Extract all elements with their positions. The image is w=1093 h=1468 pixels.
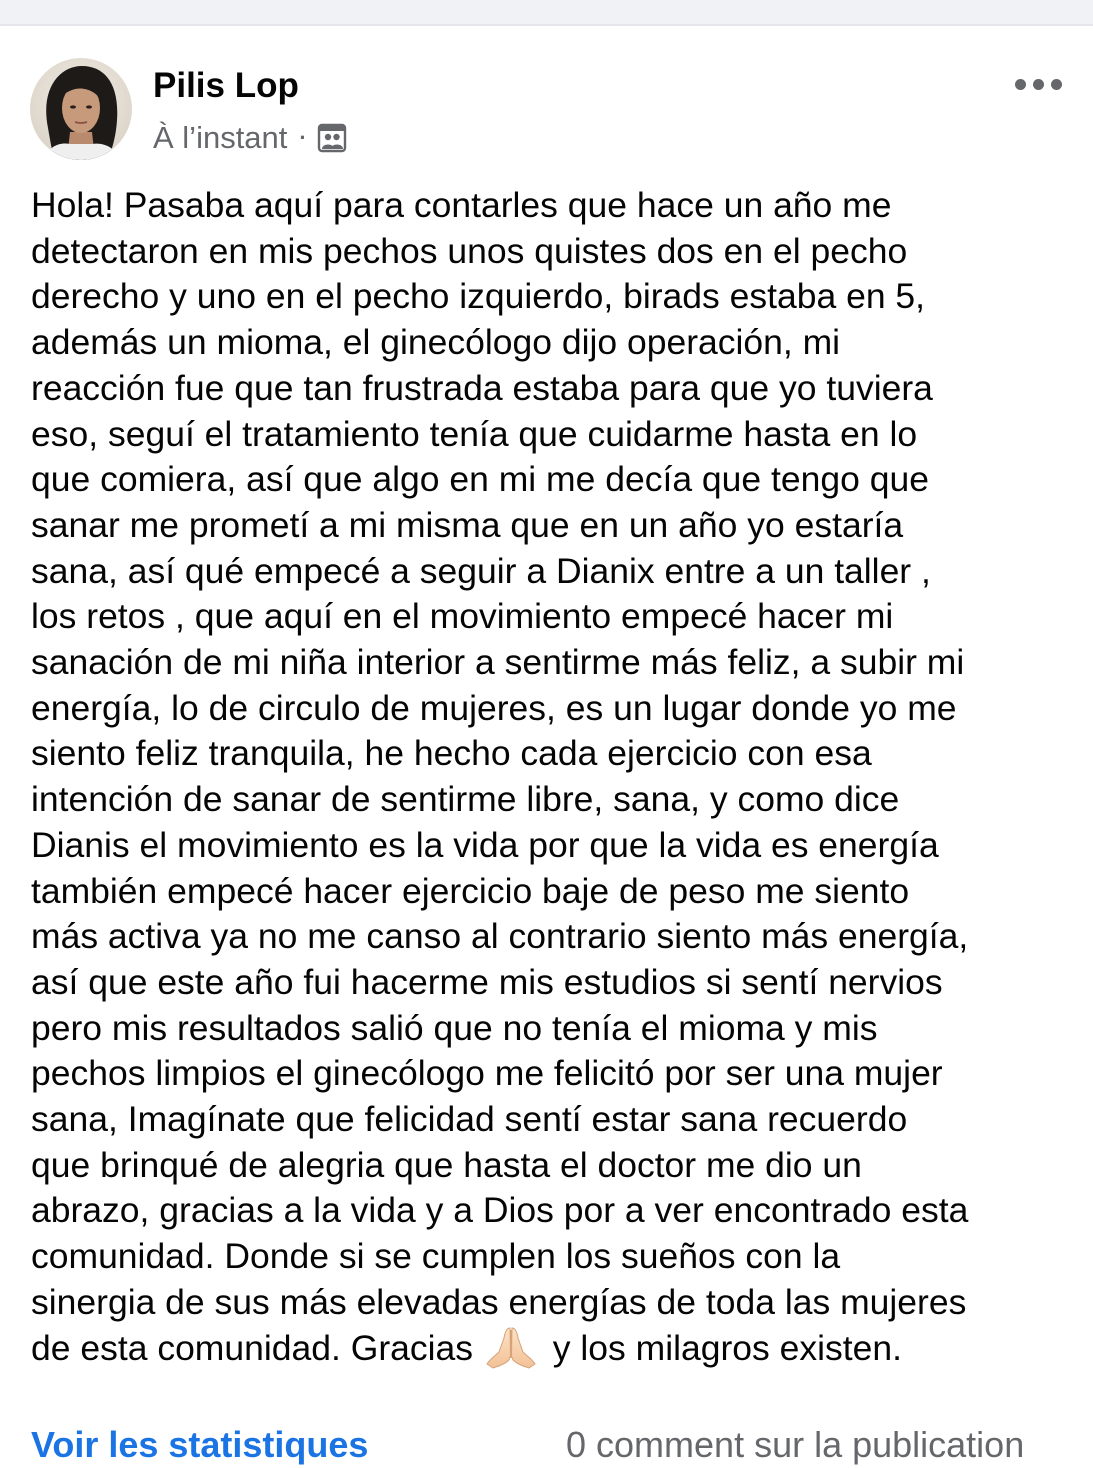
post-timestamp[interactable]: À l’instant <box>153 120 288 155</box>
post-text-line: que brinqué de alegria que hasta el doctor me dio un <box>31 1144 862 1185</box>
comments-info: 0 comment sur la publication <box>566 1424 1025 1465</box>
avatar-photo <box>30 58 132 160</box>
more-options-icon-dot <box>1033 79 1044 90</box>
author-name[interactable]: Pilis Lop <box>153 66 299 105</box>
post-text-line: pero mis resultados salió que no tenía el mioma y mis <box>31 1007 878 1048</box>
view-statistics-link[interactable]: Voir les statistiques <box>31 1424 369 1465</box>
meta-separator: · <box>299 125 307 150</box>
post-text-line: abrazo, gracias a la vida y a Dios por a ver encontrado esta <box>31 1190 969 1231</box>
post-text-line-last <box>31 1326 1071 1372</box>
post-text-line: energía, lo de circulo de mujeres, es un lugar donde yo me <box>31 687 957 728</box>
post-text-line: sanación de mi niña interior a sentirme más feliz, a subir mi <box>31 642 965 683</box>
more-options-button[interactable] <box>1010 68 1066 100</box>
post-meta <box>153 118 347 158</box>
post-text-line: que comiera, así que algo en mi me decía que tengo que <box>31 459 929 500</box>
post-text-line: así que este año fui hacerme mis estudios si sentí nervios <box>31 961 943 1002</box>
post-text-line: sanar me prometí a mi misma que en un año yo estaría <box>31 504 904 545</box>
more-options-icon-dot <box>1015 79 1026 90</box>
post-card <box>0 28 1093 1465</box>
post-text-line: los retos , que aquí en el movimiento empecé hacer mi <box>31 596 894 637</box>
post-text-line: intención de sanar de sentirme libre, sana, y como dice <box>31 779 900 820</box>
post-text-segment: y los milagros existen. <box>542 1327 902 1368</box>
post-text-line: siento feliz tranquila, he hecho cada ejercicio con esa <box>31 733 872 774</box>
post-text-line: Hola! Pasaba aquí para contarles que hace un año me <box>31 185 892 225</box>
post-text-line: detectaron en mis pechos unos quistes dos en el pecho <box>31 230 908 271</box>
post-text-segment: de esta comunidad. Gracias <box>31 1327 474 1368</box>
post-text <box>31 183 1071 1371</box>
post-text-line: eso, seguí el tratamiento tenía que cuidarme hasta en lo <box>31 413 918 454</box>
post-text-line: pechos limpios el ginecólogo me felicitó por ser una mujer <box>31 1053 943 1094</box>
feed-separator <box>0 0 1093 26</box>
more-options-icon-dot <box>1051 79 1062 90</box>
post-text-line: derecho y uno en el pecho izquierdo, birads estaba en 5, <box>31 276 926 317</box>
post-footer <box>0 1420 1093 1468</box>
avatar[interactable] <box>30 58 132 160</box>
group-audience-icon[interactable] <box>317 123 347 153</box>
post-text-line: comunidad. Donde si se cumplen los sueños con la <box>31 1236 841 1277</box>
post-text-line: también empecé hacer ejercicio baje de peso me siento <box>31 870 910 911</box>
post-text-line: más activa ya no me canso al contrario siento más energía, <box>31 916 969 957</box>
post-text-line: reacción fue que tan frustrada estaba para que yo tuviera <box>31 367 933 408</box>
post-text-line: sana, así qué empecé a seguir a Dianix entre a un taller , <box>31 550 931 591</box>
post-text-line: sinergia de sus más elevadas energías de toda las mujeres <box>31 1281 967 1322</box>
post-text-line: sana, Imagínate que felicidad sentí estar sana recuerdo <box>31 1099 908 1140</box>
praying-hands-icon <box>483 1326 539 1370</box>
post-text-line: Dianis el movimiento es la vida por que la vida es energía <box>31 824 939 865</box>
post-text-line: además un mioma, el ginecólogo dijo operación, mi <box>31 322 841 363</box>
